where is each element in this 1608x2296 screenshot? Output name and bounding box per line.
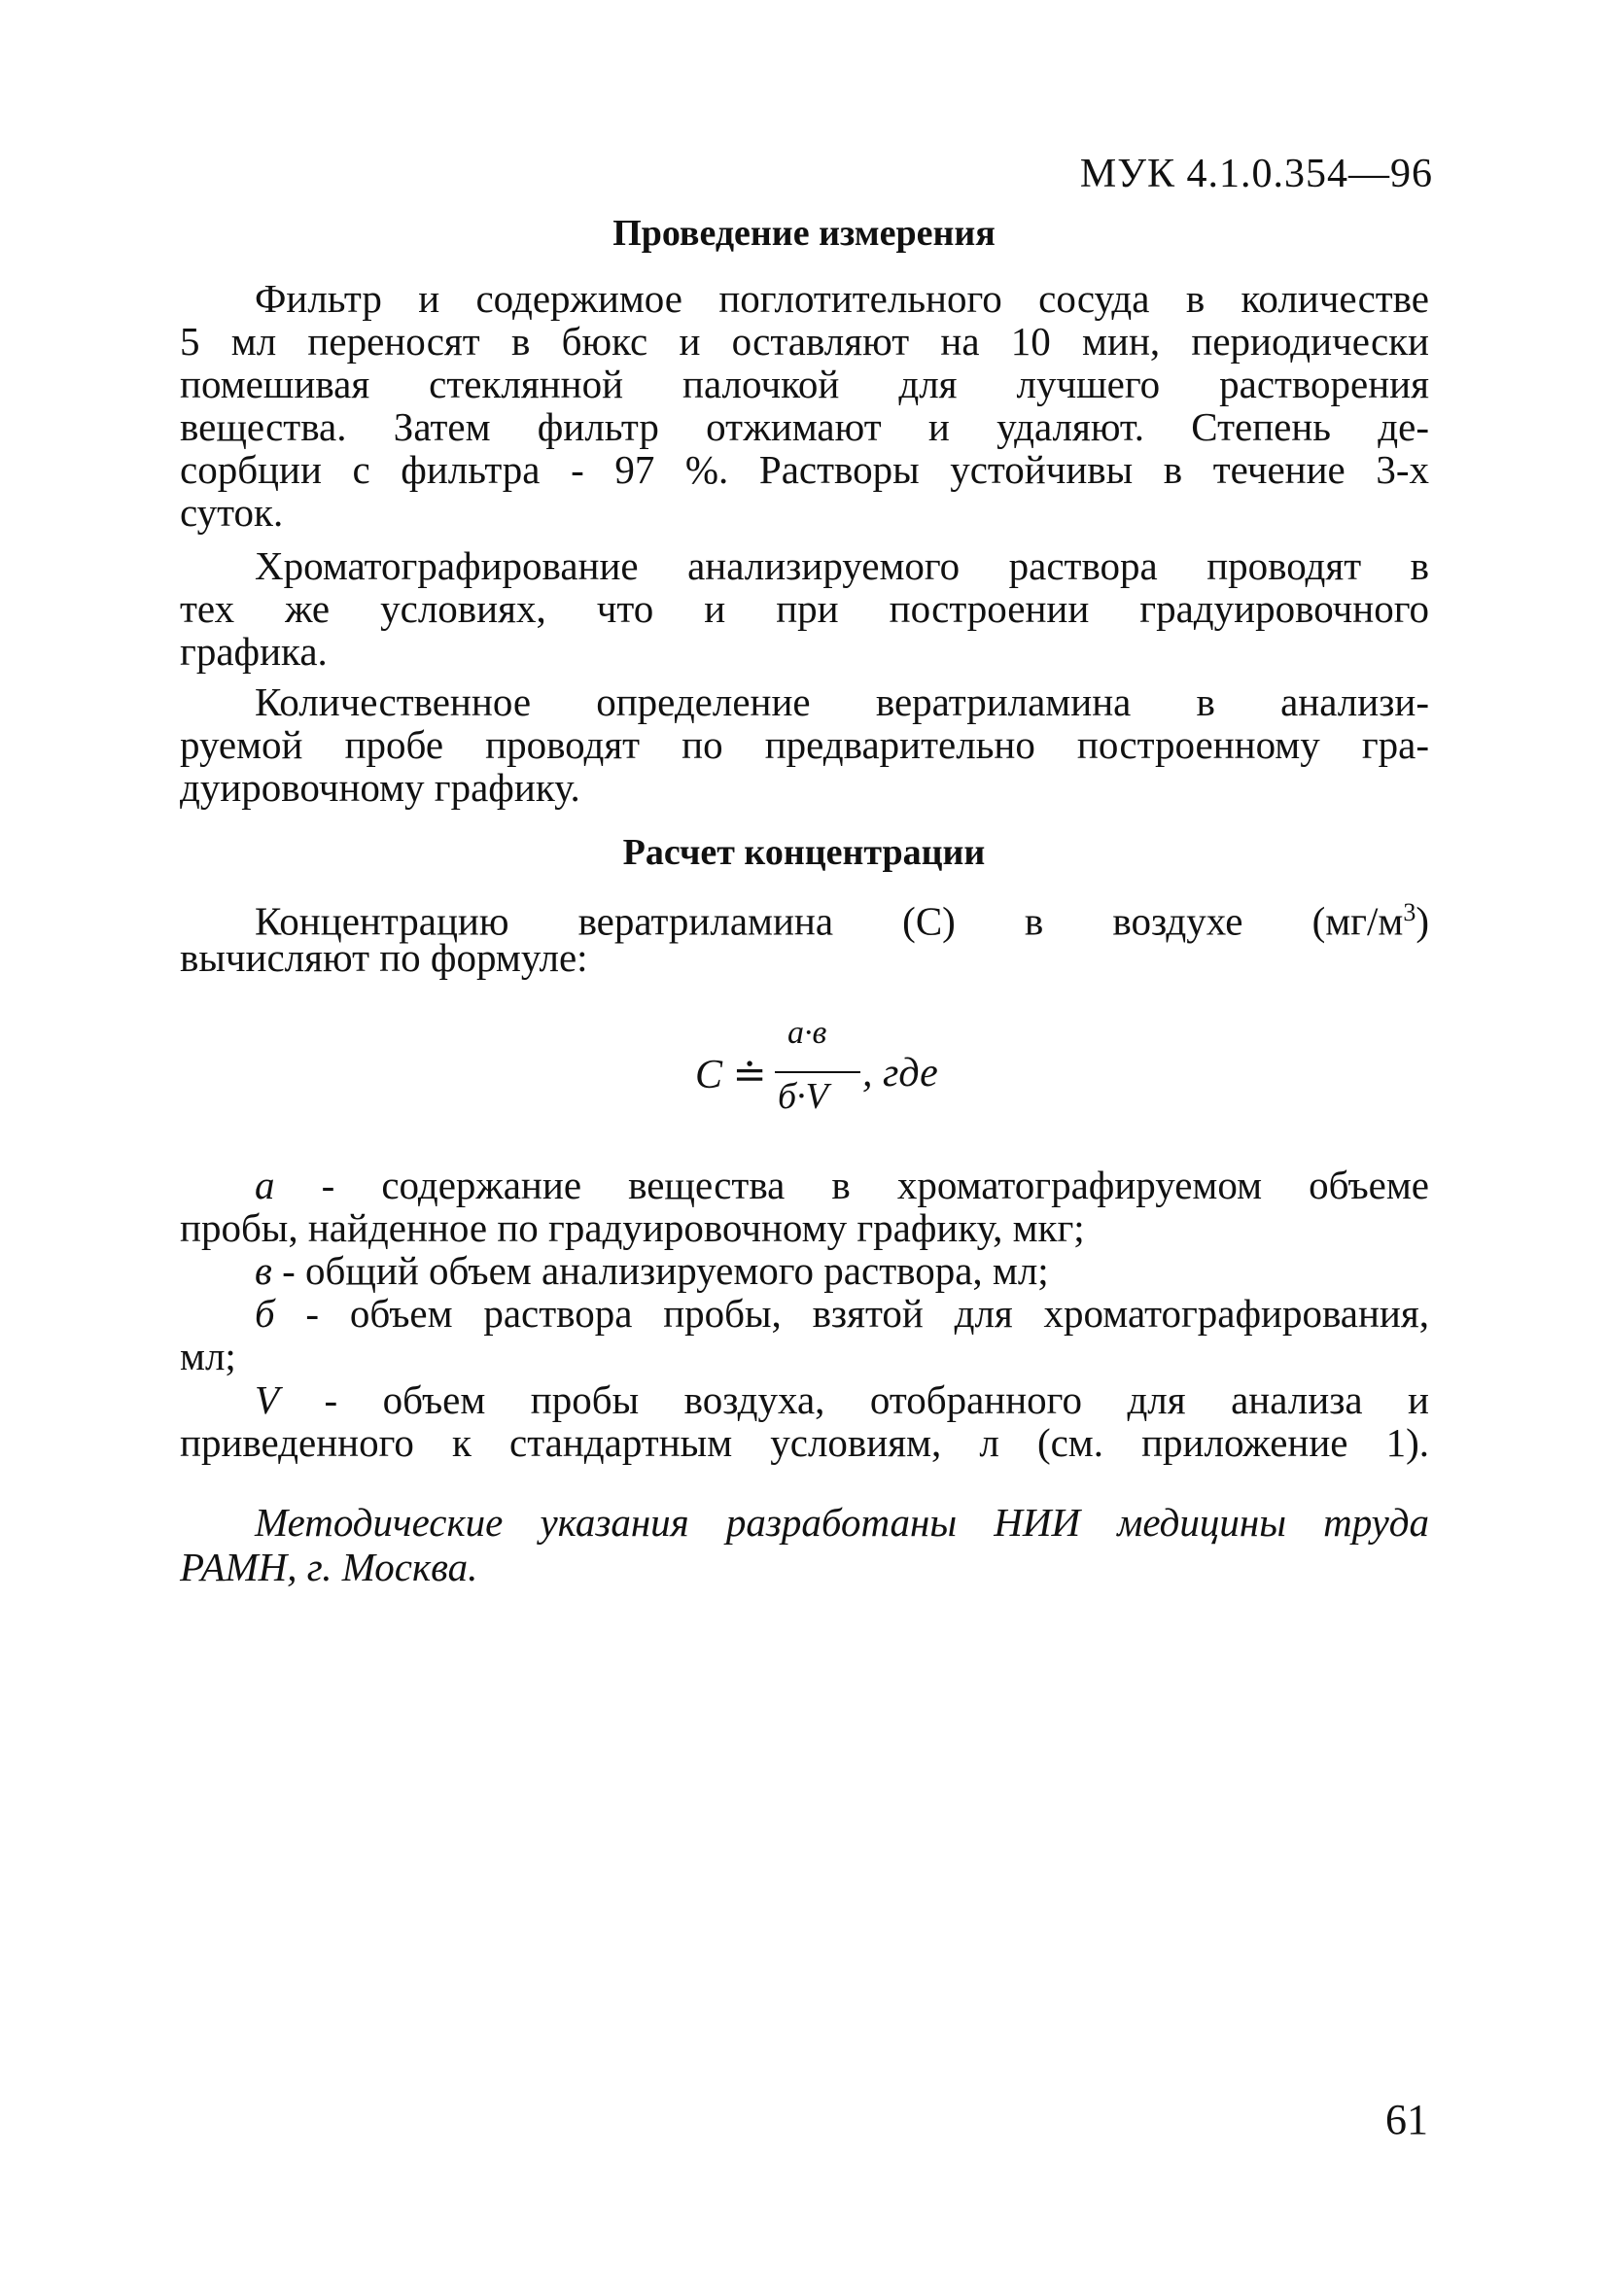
definition-line [255, 1249, 1429, 1292]
definition-symbol: в [255, 1248, 272, 1293]
formula-intro-superscript: 3 [1403, 898, 1416, 926]
formula-intro-text: Концентрацию вератриламина (С) в воздухе (мг/м [255, 898, 1404, 944]
definition-line: приведенного к стандартным условиям, л (см. приложение 1). [180, 1420, 1429, 1465]
definition-line: пробы, найденное по градуировочному графику, мкг; [180, 1205, 1085, 1250]
paragraph-line: помешивая стеклянной палочкой для лучшего растворения [180, 362, 1429, 406]
section-heading-measurement: Проведение измерения [612, 213, 996, 254]
definition-symbol: а [255, 1163, 275, 1207]
formula-denominator: б·V [778, 1076, 828, 1117]
definition-text: - объем раствора пробы, взятой для хроматографирования, [274, 1291, 1429, 1336]
paragraph-line: Фильтр и содержимое поглотительного сосуда в количестве [255, 276, 1429, 321]
formula-lhs: С ≐ [695, 1053, 767, 1097]
definition-line: мл; [180, 1334, 236, 1378]
paragraph-line: суток. [180, 490, 284, 535]
paragraph-line: Количественное определение вератриламина в анализи- [255, 679, 1429, 724]
fraction-bar [775, 1071, 860, 1073]
paragraph-line: дуировочному графику. [180, 765, 580, 810]
paragraph-line: Хроматографирование анализируемого раствора проводят в [255, 543, 1429, 588]
paragraph-line: тех же условиях, что и при построении градуировочного [180, 586, 1429, 631]
definition-symbol: V [255, 1377, 280, 1422]
paragraph-line: руемой пробе проводят по предварительно построенному гра- [180, 722, 1429, 767]
footnote-line: РАМН, г. Москва. [180, 1545, 478, 1589]
definition-line [255, 1292, 1429, 1335]
definition-symbol: б [255, 1291, 275, 1336]
paragraph-line: графика. [180, 629, 328, 674]
definition-line [255, 1378, 1429, 1421]
section-heading-calculation: Расчет концентрации [622, 832, 986, 873]
formula-suffix: , где [862, 1051, 938, 1096]
paragraph-line: вещества. Затем фильтр отжимают и удаляют. Степень де- [180, 404, 1429, 449]
document-code: МУК 4.1.0.354—96 [1079, 152, 1433, 196]
formula-numerator: а·в [787, 1015, 827, 1051]
definition-text: - объем пробы воздуха, отобранного для анализа и [279, 1377, 1429, 1422]
formula-intro-close: ) [1416, 898, 1429, 944]
paragraph-line: сорбции с фильтра - 97 %. Растворы устойчивы в течение 3-х [180, 447, 1429, 492]
footnote-line: Методические указания разработаны НИИ медицины труда [255, 1500, 1429, 1545]
definition-text: - общий объем анализируемого раствора, мл; [271, 1248, 1049, 1293]
formula-intro-line2: вычисляют по формуле: [180, 935, 588, 980]
page-number: 61 [1385, 2096, 1428, 2143]
definition-text: - содержание вещества в хроматографируемом объеме [274, 1163, 1429, 1207]
paragraph-line: 5 мл переносят в бюкс и оставляют на 10 мин, периодически [180, 319, 1429, 364]
definition-line [255, 1164, 1429, 1206]
